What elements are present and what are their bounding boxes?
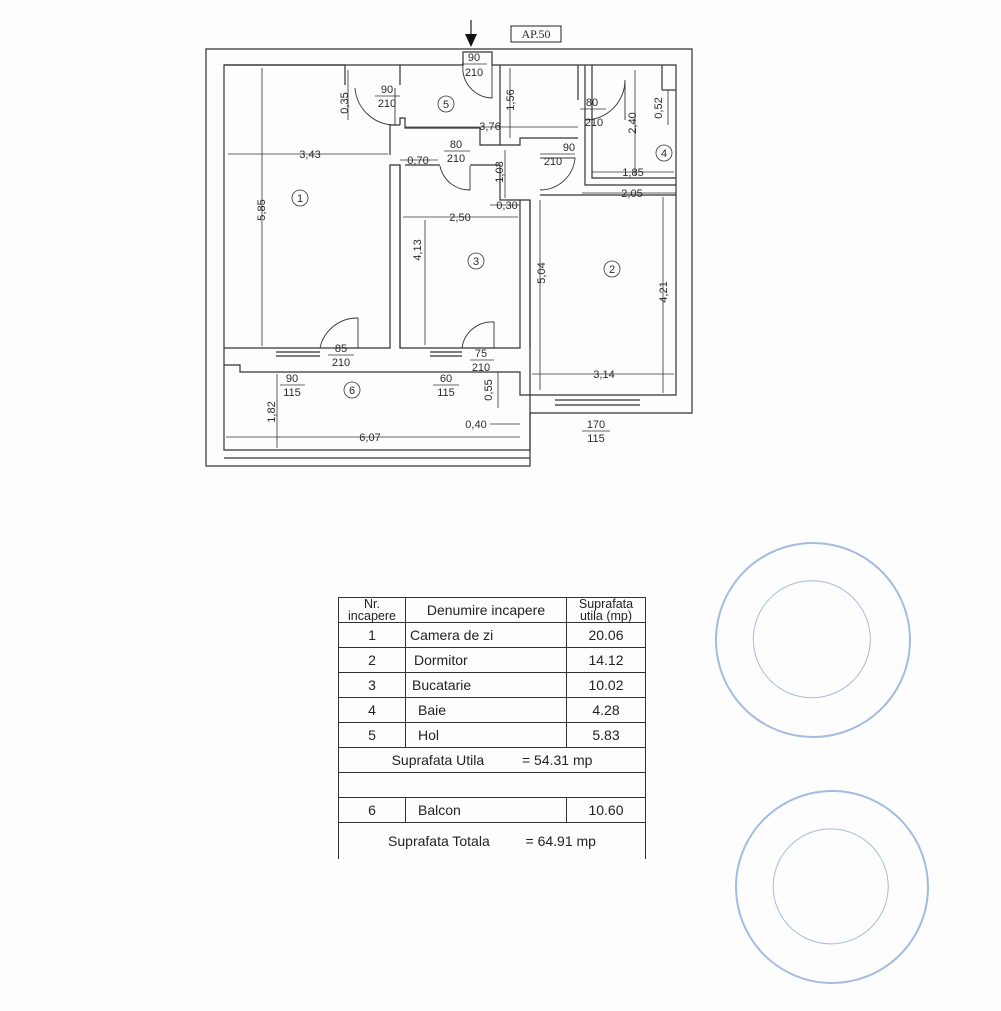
room-number-3: 3 [472,256,480,268]
dim-052: 0,52 [653,97,665,119]
row-area: 10.02 [567,673,646,698]
dim-035: 0,35 [339,92,351,114]
total-area-value: = 64.91 mp [525,833,596,849]
window-balcony-right-h: 115 [437,387,455,399]
room-number-2: 2 [608,264,616,276]
dim-185: 1,85 [622,167,644,179]
dim-421: 4,21 [658,281,670,303]
dim-343: 3,43 [299,149,321,161]
apartment-label: AP.50 [521,27,551,41]
row-area: 5.83 [567,723,646,748]
room-number-4: 4 [660,148,668,160]
dim-376: 3,76 [479,121,501,133]
door-kitchen-top [440,166,470,190]
useful-area-value: = 54.31 mp [521,752,593,768]
door-bedroom-h: 210 [543,156,563,168]
entrance-arrow-icon [465,34,477,47]
dim-314: 3,14 [593,369,615,381]
window-bedroom-w: 170 [586,419,606,431]
row-area: 10.60 [567,798,646,823]
dim-030: 0,30 [496,200,518,212]
room-number-1: 1 [296,193,304,205]
row-nr: 1 [339,623,406,648]
window-balcony-left-w: 90 [285,373,299,385]
window-balcony-right-w: 60 [439,373,453,385]
door-kitchen-bottom-w: 75 [474,348,488,360]
row-name: Camera de zi [406,623,567,648]
dim-156: 1,56 [505,89,517,111]
useful-area-row [339,748,646,773]
table-row [339,648,646,673]
dim-585: 5,85 [256,199,268,221]
table-row [339,698,646,723]
window-bedroom-h: 115 [587,433,605,445]
door-living-w: 85 [334,343,348,355]
header-nr: Nr. incapere [339,598,406,623]
row-area: 14.12 [567,648,646,673]
dim-240: 2,40 [627,112,639,134]
table-row [339,623,646,648]
dim-504: 5,04 [536,262,548,284]
door-kitchen-bottom-h: 210 [471,362,491,374]
door-kitchen-top-w: 80 [449,139,463,151]
door-hol-h: 210 [377,98,397,110]
dim-103: 1,03 [494,161,506,183]
dim-070: 0,70 [407,155,429,167]
row-nr: 3 [339,673,406,698]
room-number-6: 6 [348,385,356,397]
row-nr: 4 [339,698,406,723]
rooms-table [338,597,646,859]
row-nr: 6 [339,798,406,823]
room-number-5: 5 [442,99,450,111]
certification-stamp-2 [708,763,957,1011]
dim-413: 4,13 [412,239,424,261]
door-hol-w: 90 [380,84,394,96]
table-row [339,673,646,698]
total-area-row [339,823,646,860]
dim-040: 0,40 [465,419,487,431]
row-nr: 5 [339,723,406,748]
row-area: 20.06 [567,623,646,648]
door-bath-h: 210 [584,117,604,129]
certification-stamp [697,524,929,756]
dim-182: 1,82 [266,401,278,423]
header-area: Suprafata utila (mp) [567,598,646,623]
total-area-label: Suprafata Totala [388,833,490,849]
balcony-row [339,798,646,823]
row-name: Baie [406,698,567,723]
dim-205: 2,05 [621,188,643,200]
entrance-door-height: 210 [464,67,484,79]
header-name: Denumire incapere [406,598,567,623]
door-kitchen-bottom [462,322,494,348]
door-bedroom-w: 90 [562,142,576,154]
table-header-row [339,598,646,623]
row-name: Bucatarie [406,673,567,698]
dim-607: 6,07 [359,432,381,444]
row-name: Dormitor [406,648,567,673]
window-balcony-left-h: 115 [283,387,301,399]
table-row [339,723,646,748]
dim-250: 2,50 [449,212,471,224]
door-living-h: 210 [331,357,351,369]
dim-055: 0,55 [483,379,495,401]
floor-plan [0,0,1001,480]
useful-area-label: Suprafata Utila [391,752,485,768]
row-area: 4.28 [567,698,646,723]
door-kitchen-top-h: 210 [446,153,466,165]
row-name: Balcon [406,798,567,823]
row-nr: 2 [339,648,406,673]
door-bath-w: 80 [585,97,599,109]
entrance-door-width: 90 [467,52,481,64]
row-name: Hol [406,723,567,748]
